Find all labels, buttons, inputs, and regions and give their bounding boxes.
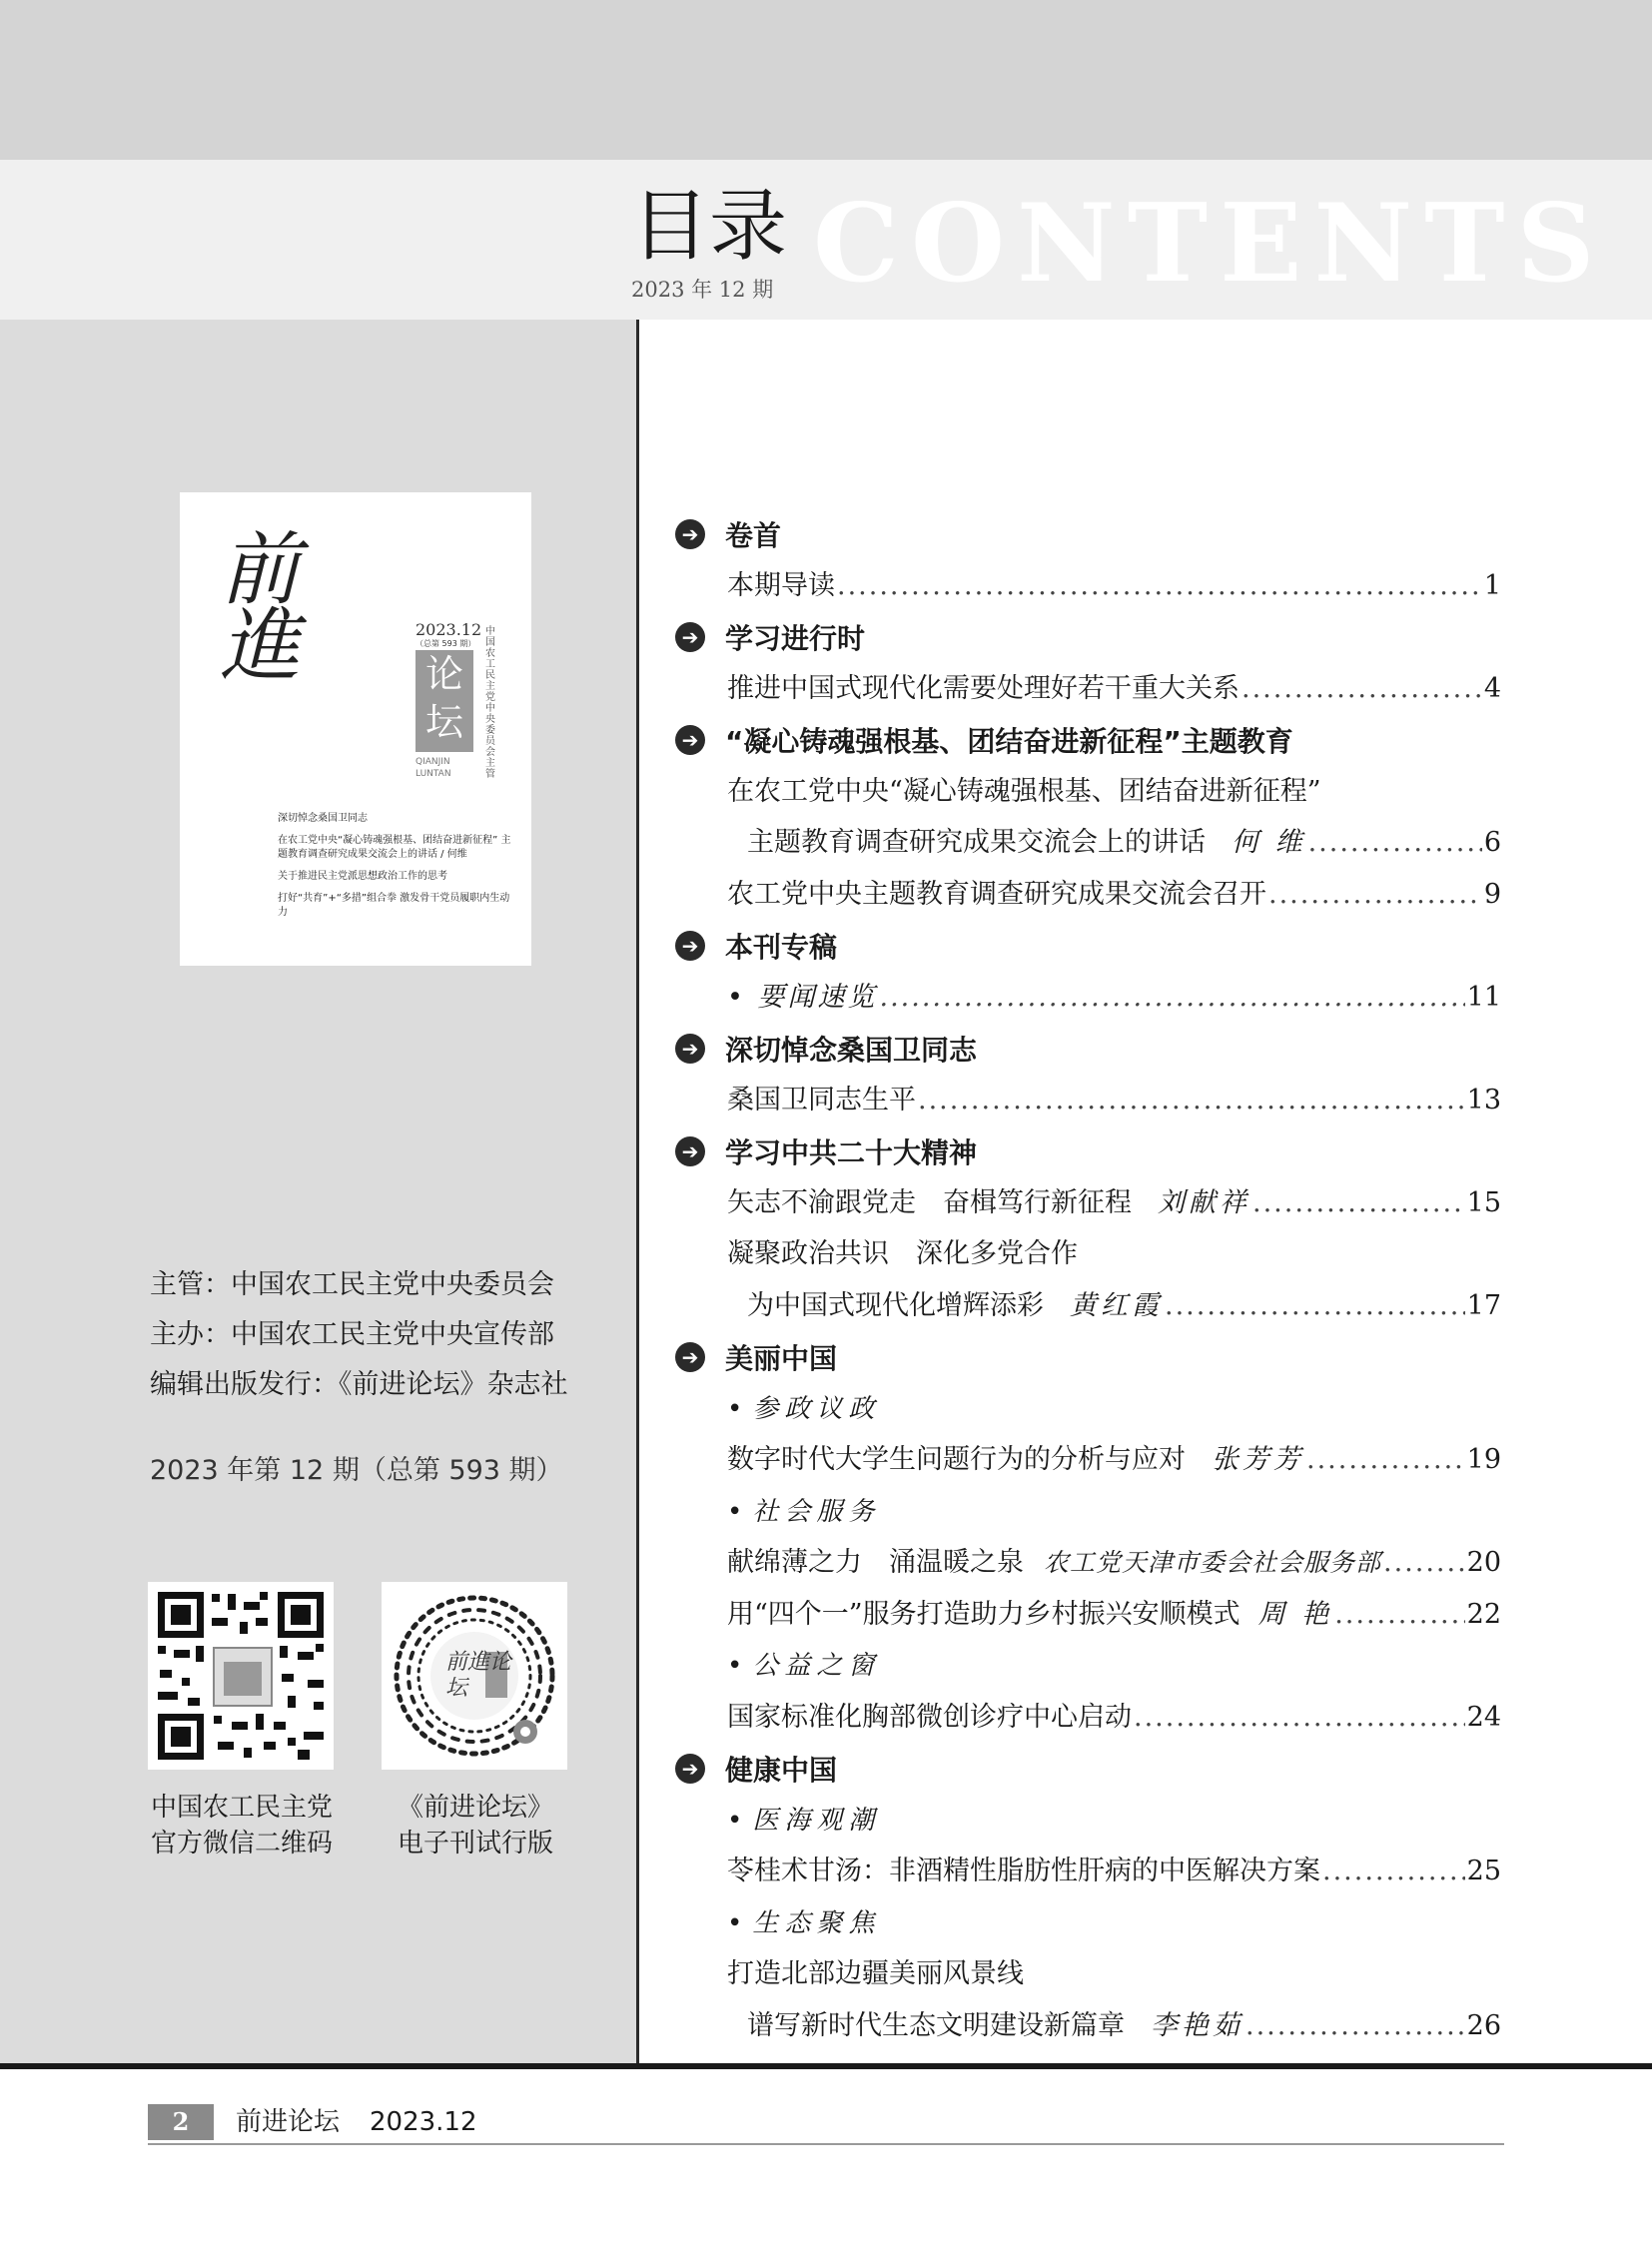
arrow-right-icon: ➔ — [675, 1754, 705, 1784]
toc-entry[interactable] — [727, 1076, 1501, 1125]
section-title: “凝心铸魂强根基、团结奋进新征程”主题教育 — [725, 725, 1293, 758]
cover-pinyin: QIANJIN LUNTAN — [415, 757, 451, 779]
section-title: 深切悼念桑国卫同志 — [725, 1034, 978, 1067]
toc-entry[interactable] — [727, 1538, 1501, 1588]
cover-total-issue: （总第 593 期） — [415, 639, 476, 648]
leader-dots — [1306, 1435, 1465, 1485]
footer-journal-name: 前进论坛 — [236, 2107, 341, 2137]
toc-section[interactable] — [671, 1024, 977, 1074]
entry-title: 国家标准化胸部微创诊疗中心启动 — [727, 1702, 1132, 1733]
leader-dots — [1383, 1538, 1465, 1588]
caption-line: 官方微信二维码 — [150, 1829, 333, 1859]
toc-section[interactable] — [671, 612, 865, 662]
section-title: 学习进行时 — [725, 622, 866, 655]
leader-dots — [1252, 1178, 1465, 1228]
entry-title: • 要闻速览 — [727, 982, 878, 1013]
ejournal-qr-code[interactable] — [382, 1582, 567, 1770]
page-number: 1 — [1483, 570, 1501, 601]
cover-thumbnail — [180, 492, 531, 966]
bottom-rule — [0, 2063, 1652, 2069]
leader-dots — [1308, 818, 1482, 868]
page-number: 4 — [1483, 673, 1501, 704]
contents-watermark: CONTENTS — [813, 181, 1607, 307]
entry-title: 矢志不渝跟党走 奋楫笃行新征程 — [727, 1187, 1132, 1218]
entry-author: 张芳芳 — [1212, 1444, 1304, 1475]
entry-title: 谱写新时代生态文明建设新篇章 — [747, 2010, 1125, 2041]
entry-title: 主题教育调查研究成果交流会上的讲话 — [747, 827, 1206, 858]
sponsor-line: 主办：中国农工民主党中央宣传部 — [150, 1319, 554, 1350]
toc-entry[interactable] — [747, 818, 1501, 868]
leader-dots — [880, 973, 1465, 1023]
entry-title: 推进中国式现代化需要处理好若干重大关系 — [727, 673, 1239, 704]
arrow-right-icon: ➔ — [675, 622, 705, 652]
publisher-line: 编辑出版发行：《前进论坛》杂志社 — [150, 1369, 568, 1400]
issue-total: 2023 年第 12 期（总第 593 期） — [150, 1455, 563, 1486]
cover-vertical-text: 中国农工民主党中央委员会 主管 — [485, 626, 495, 780]
subhead-label: 社会服务 — [752, 1497, 881, 1527]
toc-section[interactable] — [671, 1126, 977, 1176]
subhead-label: 参政议政 — [752, 1394, 881, 1424]
caption-line: 《前进论坛》 — [397, 1793, 553, 1823]
toc-section[interactable] — [671, 1744, 837, 1794]
entry-author: 李艳茹 — [1151, 2010, 1243, 2041]
toc-subhead: • 生态聚焦 — [727, 1908, 881, 1938]
cover-date: 2023.12 — [415, 620, 482, 639]
entry-title: 献绵薄之力 涌温暖之泉 — [727, 1547, 1024, 1578]
cover-headline: 在农工党中央“凝心铸魂强根基、团结奋进新征程” 主题教育调查研究成果交流会上的讲话 / 何维 — [278, 835, 511, 860]
arrow-right-icon: ➔ — [675, 931, 705, 961]
arrow-right-icon: ➔ — [675, 1136, 705, 1166]
footer-date: 2023.12 — [370, 2107, 477, 2137]
toc-entry[interactable] — [727, 870, 1501, 920]
cover-brand: 论坛 — [415, 650, 473, 752]
entry-title: 桑国卫同志生平 — [727, 1085, 916, 1116]
entry-title: 在农工党中央“凝心铸魂强根基、团结奋进新征程” — [727, 776, 1321, 807]
footer-page-number: 2 — [148, 2104, 214, 2140]
section-title: 美丽中国 — [725, 1342, 838, 1375]
page-number: 9 — [1483, 879, 1501, 910]
entry-author: 刘献祥 — [1158, 1187, 1250, 1218]
leader-dots — [1165, 1281, 1465, 1331]
leader-dots — [918, 1076, 1465, 1125]
leader-dots — [1334, 1590, 1464, 1640]
entry-title: 凝聚政治共识 深化多党合作 — [727, 1238, 1078, 1269]
arrow-right-icon: ➔ — [675, 1034, 705, 1064]
section-title: 学习中共二十大精神 — [725, 1136, 978, 1169]
toc-entry[interactable] — [727, 1693, 1501, 1743]
section-title: 本刊专稿 — [725, 931, 838, 964]
section-title: 健康中国 — [725, 1754, 838, 1787]
leader-dots — [1322, 1847, 1465, 1896]
toc-entry[interactable] — [727, 664, 1501, 714]
page-number: 26 — [1466, 2010, 1501, 2041]
page-title: 目录 — [631, 182, 788, 272]
caption-line: 中国农工民主党 — [150, 1793, 333, 1823]
toc-entry[interactable] — [727, 1229, 1501, 1279]
leader-dots — [1268, 870, 1482, 920]
page-number: 15 — [1466, 1187, 1501, 1218]
cover-logo: 前進 — [220, 523, 300, 692]
qr-code-icon — [148, 1582, 334, 1770]
page-number: 19 — [1466, 1444, 1501, 1475]
toc-subhead: • 公益之窗 — [727, 1651, 881, 1681]
wechat-qr-caption — [140, 1790, 344, 1862]
toc-subhead: • 医海观潮 — [727, 1806, 881, 1836]
top-band — [0, 0, 1652, 160]
entry-title: 数字时代大学生问题行为的分析与应对 — [727, 1444, 1186, 1475]
toc-entry[interactable] — [727, 1847, 1501, 1896]
page-number: 20 — [1466, 1547, 1501, 1578]
toc-section[interactable] — [671, 509, 781, 559]
toc-entry[interactable] — [747, 2001, 1501, 2051]
page-number: 22 — [1466, 1599, 1501, 1630]
publication-info — [150, 1260, 568, 1410]
toc-subhead: • 参政议政 — [727, 1394, 881, 1424]
toc-entry[interactable] — [727, 561, 1501, 611]
leader-dots — [837, 561, 1482, 611]
caption-line: 电子刊试行版 — [397, 1829, 553, 1859]
toc-entry[interactable] — [747, 1281, 1501, 1331]
toc-subhead: • 社会服务 — [727, 1497, 881, 1527]
subhead-label: 生态聚焦 — [752, 1908, 881, 1938]
toc-entry[interactable] — [727, 1178, 1501, 1228]
ejournal-qr-caption — [378, 1790, 573, 1862]
supervisor-line: 主管：中国农工民主党中央委员会 — [150, 1269, 554, 1300]
entry-author: 何 维 — [1232, 827, 1306, 858]
subhead-label: 公益之窗 — [752, 1651, 881, 1681]
entry-title: 打造北部边疆美丽风景线 — [727, 1958, 1024, 1989]
toc-entry[interactable] — [727, 1590, 1501, 1640]
leader-dots — [1245, 2001, 1465, 2051]
entry-title: 苓桂术甘汤：非酒精性脂肪性肝病的中医解决方案 — [727, 1856, 1320, 1886]
leader-dots — [1241, 664, 1482, 714]
cover-headline: 深切悼念桑国卫同志 — [278, 813, 368, 824]
arrow-right-icon: ➔ — [675, 1342, 705, 1372]
entry-title: 用“四个一”服务打造助力乡村振兴安顺模式 — [727, 1599, 1240, 1630]
entry-author: 周 艳 — [1257, 1599, 1333, 1630]
toc-entry[interactable] — [727, 1949, 1501, 1999]
page-number: 6 — [1483, 827, 1501, 858]
section-title: 卷首 — [725, 519, 782, 552]
arrow-right-icon: ➔ — [675, 725, 705, 755]
issue-label: 2023 年 12 期 — [631, 278, 774, 302]
page-number: 17 — [1466, 1290, 1501, 1321]
page-number: 24 — [1466, 1702, 1501, 1733]
entry-title: 为中国式现代化增辉添彩 — [747, 1290, 1044, 1321]
cover-headlines — [278, 812, 517, 928]
entry-title: 农工党中央主题教育调查研究成果交流会召开 — [727, 879, 1266, 910]
page-number: 11 — [1466, 982, 1501, 1013]
toc-section[interactable] — [671, 1332, 837, 1382]
toc-entry[interactable] — [727, 973, 1501, 1023]
cover-headline: 关于推进民主党派思想政治工作的思考 — [278, 871, 447, 882]
ejournal-logo: 前進论坛 — [445, 1650, 512, 1701]
page-number: 25 — [1466, 1856, 1501, 1886]
cover-headline: 打好“共育”+“多措”组合拳 激发骨干党员履职内生动力 — [278, 893, 510, 918]
toc-section[interactable] — [671, 715, 1293, 765]
toc-entry[interactable] — [727, 1435, 1501, 1485]
page-number: 13 — [1466, 1085, 1501, 1116]
vertical-divider — [636, 320, 639, 2063]
wechat-qr-code[interactable] — [148, 1582, 334, 1770]
entry-author: 黄红霞 — [1070, 1290, 1163, 1321]
subhead-label: 医海观潮 — [752, 1806, 881, 1836]
entry-author: 农工党天津市委会社会服务部 — [1044, 1548, 1382, 1577]
footer-rule — [148, 2143, 1504, 2145]
toc-section[interactable] — [671, 921, 837, 971]
leader-dots — [1134, 1693, 1465, 1743]
entry-title: 本期导读 — [727, 570, 835, 601]
arrow-right-icon: ➔ — [675, 519, 705, 549]
toc-entry[interactable] — [727, 767, 1501, 817]
